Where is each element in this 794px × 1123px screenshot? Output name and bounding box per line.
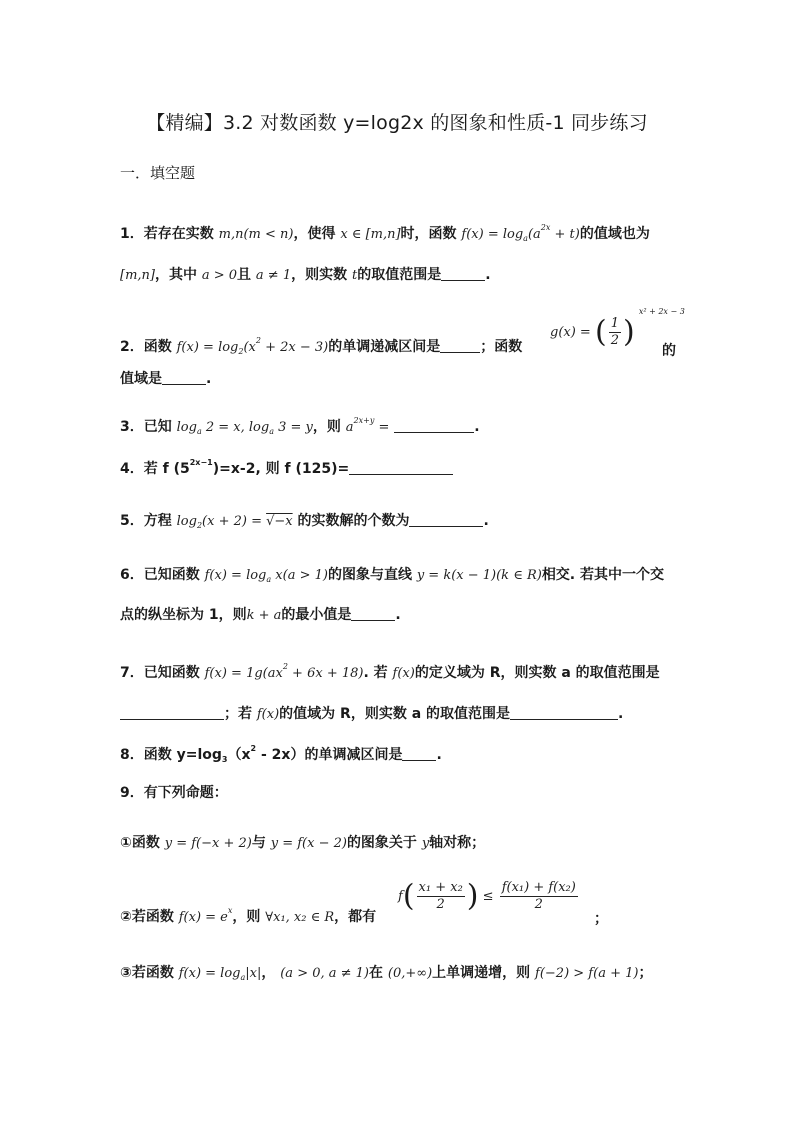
proposition-2: ②若函数 $f(x) = e^x$，则 ∀x₁, x₂ ∈ R，都有: [120, 906, 377, 925]
answer-blank[interactable]: [402, 746, 436, 761]
math-expression: [m,n]: [120, 268, 155, 283]
math-expression: (a > 0, a ≠ 1): [280, 966, 369, 981]
math-expression: y = f(x − 2): [270, 836, 347, 851]
question-4: 4．若 f $(5^{2x-1})=x-2$, 则 f (125)=: [120, 458, 453, 480]
math-expression: ∀x₁, x₂ ∈ R: [265, 910, 335, 925]
math-expression: a ≠ 1: [255, 268, 292, 283]
document-title: 【精编】3.2 对数函数 y=log2x 的图象和性质-1 同步练习: [146, 112, 648, 134]
fraction: $\frac{1}{2}$: [610, 316, 619, 348]
math-expression: y: [421, 836, 430, 851]
fraction: $\frac{\text{f(x₁) + f(x₂)}}{2}$: [501, 880, 576, 912]
question-7-line-2: ；若 f(x)的值域为 R，则实数 a 的取值范围是 .: [120, 703, 623, 726]
question-5: 5．方程 $\log_2(x + 2) = √-x$ 的实数解的个数为 .: [120, 513, 489, 530]
answer-blank[interactable]: [510, 705, 618, 720]
math-expression: $\log_a 2 = x$, $\log_a 3 = y$: [176, 420, 313, 436]
math-expression: x ∈ [m,n]: [340, 227, 401, 242]
question-2-tail: 的: [662, 343, 676, 359]
math-expression: t: [351, 268, 358, 283]
math-expression: f(x): [392, 666, 415, 681]
question-2-line-2: 值域是 .: [120, 371, 212, 387]
g-function-expression: g(x) = ( $\frac{1}{2}$ ) $^{x^2 + 2x - 3}$: [550, 307, 685, 350]
answer-blank[interactable]: [162, 370, 206, 385]
question-7-line-1: 7．已知函数 $f(x) = 1g(ax^2 + 6x + 18)$. 若 f(x)的定义域为 R，则实数 a 的取值范围是: [120, 662, 660, 681]
math-expression: f(x): [256, 707, 280, 722]
answer-blank[interactable]: [409, 512, 483, 527]
math-expression: $f(x) = 1g(ax^2 + 6x + 18)$: [204, 662, 364, 681]
question-6-line-1: 6．已知函数 $f(x) = \log_a x(a > 1)$的图象与直线 y = k(x − 1)(k ∈ R)相交. 若其中一个交: [120, 567, 665, 584]
question-9: 9．有下列命题：: [120, 785, 228, 801]
answer-blank[interactable]: [351, 606, 395, 621]
math-expression: (0,+∞): [387, 966, 433, 981]
proposition-3: ③若函数 $f(x) = \log_a|x|$， (a > 0, a ≠ 1)在 (0,+∞)上单调递增，则 f(−2) > f(a + 1)；: [120, 965, 653, 982]
math-expression: $f(x) = e^x$: [178, 906, 233, 925]
fraction: $\frac{\text{x₁ + x₂}}{2}$: [418, 880, 463, 912]
answer-blank[interactable]: [441, 266, 485, 281]
question-1-line-1: 1．若存在实数 m,n(m < n)，使得 x ∈ [m,n]时，函数 $f(x) = \log_a(a^{2x} + t)$的值域也为: [120, 223, 650, 243]
question-3: 3．已知 $\log_a 2 = x$, $\log_a 3 = y$，则 $a^{2x+y}$ = .: [120, 416, 480, 436]
math-expression: m,n(m < n): [218, 227, 294, 242]
proposition-1: ①函数 y = f(−x + 2)与 y = f(x − 2)的图象关于 y轴对称；: [120, 835, 486, 851]
math-expression: $a^{2x+y}$ =: [345, 416, 390, 435]
section-heading: 一．填空题: [120, 164, 196, 182]
jensen-inequality: f( $\frac{\text{x₁ + x₂}}{2}$ ) ≤ $\frac{\text{f(x₁) + f(x₂)}}{2}$: [398, 878, 576, 914]
math-expression: a > 0: [201, 268, 238, 283]
answer-blank[interactable]: [120, 705, 224, 720]
question-6-line-2: 点的纵坐标为 1，则k + a的最小值是 .: [120, 607, 401, 623]
math-expression: $f(x) = \log_2(x^2 + 2x - 3)$: [176, 336, 329, 356]
math-expression: $f(x) = \log_a(a^{2x} + t)$: [461, 223, 580, 243]
question-1-line-2: [m,n]，其中 a > 0且 a ≠ 1，则实数 t的取值范围是 .: [120, 267, 491, 283]
math-expression: $\log_2(x + 2) = √-x$: [176, 514, 293, 530]
math-expression: $f(x) = \log_a x(a > 1)$: [204, 568, 328, 584]
math-expression: f(−2) > f(a + 1): [535, 966, 639, 981]
math-expression: k + a: [246, 608, 282, 623]
answer-blank[interactable]: [349, 460, 453, 475]
answer-blank[interactable]: [440, 338, 480, 353]
question-8: 8．函数 $y=\log_3(x^2 - 2x)$的单调减区间是 .: [120, 744, 442, 764]
math-expression: y = f(−x + 2): [164, 836, 252, 851]
proposition-2-tail: ；: [594, 911, 608, 927]
math-expression: $f(x) = \log_a|x|$: [178, 966, 262, 982]
answer-blank[interactable]: [394, 418, 474, 433]
math-expression: y = k(x − 1)(k ∈ R): [416, 568, 542, 583]
question-2-line-1: 2．函数 $f(x) = \log_2(x^2 + 2x - 3)$的单调递减区间是 ；函数: [120, 336, 523, 356]
